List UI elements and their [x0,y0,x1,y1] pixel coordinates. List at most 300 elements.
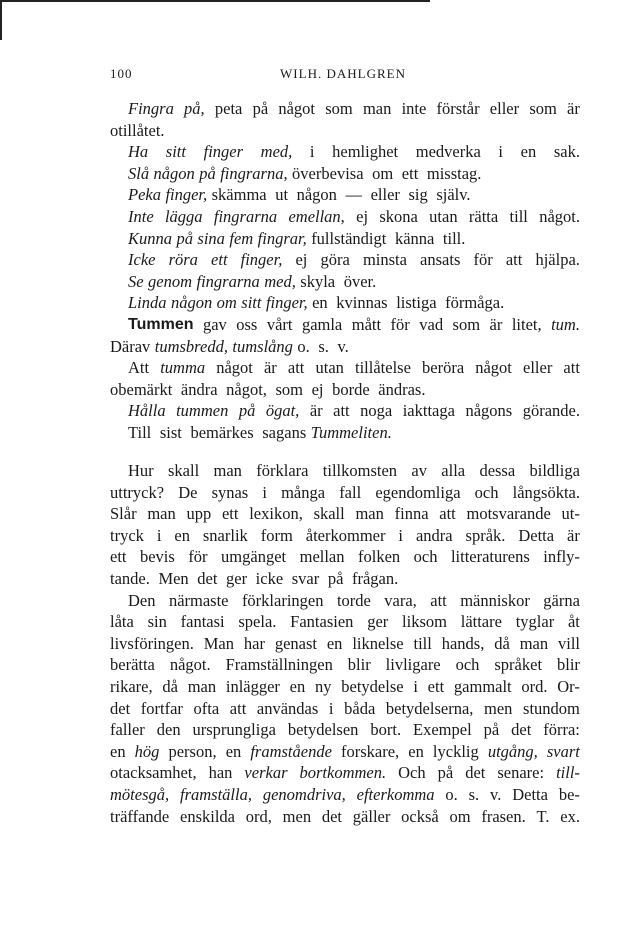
word: något. [169,655,211,675]
word: träffande [110,806,170,826]
italic-term: emellan, [288,206,345,226]
bold-term: Tummen [128,315,194,333]
crop-mark-top [0,0,430,2]
word: att [333,401,350,421]
word: att [439,504,456,524]
word: sig [408,185,428,205]
word: bevis [139,547,175,567]
word: en [408,741,424,761]
word: och [455,655,480,675]
word: Hur [128,461,154,480]
word: tillåtelse [355,358,411,378]
word: litet, [511,314,542,334]
word: icke [255,568,284,588]
italic-term: verkar [244,763,288,783]
word: är [489,314,503,334]
word: vara, [384,590,417,610]
word: på [327,568,344,588]
word: blir [556,655,580,675]
word: ger [226,568,248,588]
word: och [413,547,438,567]
word: ej [295,250,308,270]
word: något. [539,206,580,226]
word: en [520,142,537,162]
text-line [110,206,580,228]
word: Därav [110,336,151,356]
word: för [473,250,493,270]
italic-term: någon [170,293,213,313]
word: användas [256,698,319,718]
italic-term: mötesgå, [110,784,170,804]
italic-term: till- [556,763,580,783]
word: man [355,504,384,524]
word: minsta [362,250,407,270]
word: i [328,698,334,718]
word: forskare, [341,741,400,761]
word: Den [128,590,156,610]
word: man [187,676,217,696]
word: upp [186,504,212,524]
word: ord, [245,806,272,826]
word: hemlighet [332,142,399,162]
word: alla [441,461,466,480]
text-line [110,141,580,163]
text-line [110,120,580,142]
word: rätta [468,206,499,226]
italic-term: sitt [165,142,186,162]
word: långsökta. [512,482,580,502]
word: som [529,99,557,118]
word: Framställningen [225,655,333,675]
word: skona [379,206,418,226]
word: kvinnas [336,293,388,313]
word: eller [370,185,400,205]
word: snarlik [202,525,248,545]
word: ej [311,379,324,399]
italic-term: Hålla [128,401,166,421]
word: sist [159,422,182,442]
word: eller [523,358,553,378]
word: skämma [211,185,267,205]
word: blir [347,655,371,675]
word: som [452,314,481,334]
italic-term: genomdriva, [262,784,346,804]
word: att [430,590,447,610]
word: sak. [553,142,580,162]
italic-term: Se [128,271,144,291]
word: berätta [110,655,155,675]
text-line [110,482,580,504]
word: språk. [465,525,506,545]
italic-term: hög [134,741,160,761]
italic-term: framstående [250,741,332,761]
word: känna [394,228,435,248]
word: många [281,482,326,502]
italic-term: fem [229,228,254,248]
word: språket [494,655,543,675]
word: sagans [262,422,307,442]
word: görande. [522,401,580,421]
word: ändra [180,379,218,399]
italic-term: tumsbredd, [154,336,228,356]
word: ut [275,185,289,205]
word: egendomliga [375,482,461,502]
word: människor [460,590,530,610]
word: livsföringen. [110,633,194,653]
word: otillåtet. [110,120,165,140]
italic-term: tumma [160,358,206,378]
word: man [362,99,392,118]
italic-term: tum. [551,314,580,334]
italic-term: Kunna [128,228,173,248]
word: förklaringen [241,590,324,610]
word: form [260,525,293,545]
text-line [110,741,580,763]
word: betydelse [341,676,404,696]
word: Men [158,568,189,588]
italic-term: bortkommen. [299,763,387,783]
word: ansats [420,250,461,270]
word: vad [419,314,444,334]
word: infly- [543,547,580,567]
word: sin [147,612,167,632]
word: T. [536,806,550,826]
explanation-section [110,460,580,827]
word: i [262,482,267,502]
text-line [110,357,580,379]
word: betydelserna, [385,698,474,718]
word: hands, [441,633,485,653]
word: ger [367,612,389,632]
word: på [437,763,454,783]
word: liknelse [352,633,404,653]
text-line [110,336,580,358]
word: enskilda [180,806,236,826]
word: det [197,568,218,588]
italic-term: med, [260,142,293,162]
word: har [243,633,265,653]
word: Att [128,358,150,378]
word: senare: [497,763,545,783]
word: uttryck? [110,482,165,502]
word: person, [168,741,217,761]
word: otacksamhet, [110,763,197,783]
word: själv. [436,185,471,205]
word: inlägger [225,676,280,696]
italic-term: utgång, [487,741,538,761]
text-line [110,568,580,590]
word: gäller [352,806,391,826]
text-line [110,546,580,568]
italic-term: finger, [165,185,208,205]
word: liksom [402,612,447,632]
text-line [110,654,580,676]
word: rikare, [110,676,153,696]
word: stundom [523,698,580,718]
word: på [252,99,269,118]
word: det [511,720,532,740]
text-line [110,271,580,293]
italic-term: finger [203,142,244,162]
word: Fantasien [290,612,354,632]
word: torde [336,590,371,610]
word: en [225,741,242,761]
italic-term: svart [546,741,580,761]
word: en [326,633,343,653]
word: s. [468,784,480,804]
word: av [411,461,427,480]
word: som [275,379,304,399]
word: Detta [518,525,555,545]
text-line [110,163,580,185]
word: bort. [370,720,402,740]
word: fantasi [180,612,225,632]
word: är [567,525,580,545]
word: bemärkes [190,422,254,442]
word: faller [110,720,145,740]
word: beröra [422,358,465,378]
text-line [110,422,580,444]
word: vårt [266,314,293,334]
word: betydelsen [287,720,359,740]
word: man [213,461,242,480]
word: tillkomsten [322,461,398,480]
italic-term: efterkomma [356,784,435,804]
word: att [563,358,580,378]
word: v. [490,784,502,804]
word: en [289,676,306,696]
word: ett [110,547,127,567]
word: ofta [193,698,220,718]
word: vill [557,633,580,653]
text-line [110,184,580,206]
word: medverka [415,142,481,162]
page-number: 100 [110,66,133,81]
word: synas [211,482,249,502]
italic-term: Slå [128,163,150,183]
text-line [110,379,580,401]
text-line [110,460,580,482]
word: också [401,806,439,826]
word: i [309,142,315,162]
word: gärna [543,590,580,610]
word: — [345,185,363,205]
italic-term: sina [197,228,225,248]
word: lättare [460,612,502,632]
word: andra [415,525,453,545]
italic-term: Icke [128,250,156,270]
word: då [494,633,510,653]
italic-term: Tummeliten. [310,422,392,442]
word: en [174,525,190,545]
text-line [110,314,580,336]
word: livligare [385,655,441,675]
text-line [110,228,580,250]
word: närmaste [168,590,229,610]
italic-term: fingrar, [257,228,307,248]
word: på [483,720,500,740]
word: o. [445,784,458,804]
word: spela. [238,612,277,632]
word: för [188,547,208,567]
word: är [309,401,323,421]
word: något [278,99,316,118]
word: ny [315,676,332,696]
word: överbevisa [292,163,364,183]
word: någons [465,401,513,421]
word: ändras. [378,379,426,399]
word: man [147,504,176,524]
word: då [162,676,178,696]
word: förklara [256,461,309,480]
italic-term: framställa, [179,784,252,804]
word: be- [558,784,580,804]
word: ej [356,206,369,226]
italic-term: på [199,163,216,183]
word: tryck [110,525,144,545]
word: svar [291,568,320,588]
word: iakttaga [402,401,455,421]
italic-term: ögat, [265,401,300,421]
italic-term: Ha [128,142,149,162]
word: något [216,358,253,378]
italic-term: Peka [128,185,161,205]
text-line [110,400,580,422]
word: umgänget [221,547,287,567]
text-line [110,762,580,784]
italic-term: fingrarna [213,206,278,226]
word: hjälpa. [535,250,580,270]
word: låta [110,612,134,632]
word: det [465,763,486,783]
word: gav [202,314,227,334]
italic-term: sitt [241,293,262,313]
word: en [110,741,126,761]
italic-term: på, [184,99,205,118]
word: ut- [561,504,580,524]
word: folken [358,547,401,567]
word: göra [320,250,350,270]
italic-term: fingrarna, [220,163,288,183]
word: det [321,806,343,826]
italic-term: ett [211,250,228,270]
word: listiga [396,293,437,313]
text-line [110,719,580,741]
word: gamla [301,314,343,334]
word: fortfar [140,698,183,718]
text-line [110,503,580,525]
word: gammalt [453,676,512,696]
word: ett [401,163,419,183]
word: mellan [299,547,345,567]
word: ord. [521,676,548,696]
word: Or- [557,676,580,696]
word: åt [567,612,580,632]
word: det [110,698,131,718]
word: fullständigt [311,228,387,248]
word: dessa [479,461,516,480]
word: om [372,163,394,183]
text-line [110,806,580,828]
word: någon [296,185,337,205]
word: utan [429,206,458,226]
word: i [498,142,504,162]
word: De [178,482,198,502]
word: i [156,525,162,545]
word: borde [332,379,370,399]
italic-term: lägga [164,206,203,226]
word: som [325,99,353,118]
italic-term: Fingra [128,99,174,118]
text-line [110,590,580,612]
word: förra: [543,720,580,740]
italic-term: på [176,228,193,248]
italic-term: tumslång [232,336,293,356]
word: i [413,676,418,696]
word: skyla [300,271,336,291]
word: o. [297,336,310,356]
word: inte [401,99,427,118]
italic-term: finger, [265,293,308,313]
word: den [156,720,181,740]
word: Och [398,763,426,783]
word: tande. [110,568,150,588]
word: är [567,99,580,118]
word: utan [315,358,344,378]
word: till [413,633,432,653]
word: bildliga [529,461,580,480]
word: ett [427,676,445,696]
word: ex. [560,806,580,826]
word: genast [274,633,317,653]
word: till [509,206,528,226]
italic-term: tummen [176,401,229,421]
word: finna [394,504,429,524]
word: men [484,698,513,718]
page-header [110,66,576,86]
word: något [475,358,512,378]
word: fall [339,482,362,502]
word: båda [344,698,376,718]
word: frasen. [481,806,526,826]
word: skall [313,504,345,524]
word: Till [128,422,152,442]
text-line [110,784,580,806]
italic-term: genom [148,271,193,291]
italic-term: någon [153,163,195,183]
word: om [449,806,471,826]
word: ursprungliga [192,720,276,740]
word: litteraturens [450,547,530,567]
text-line [110,698,580,720]
word: mått [351,314,382,334]
word: Slår [110,504,137,524]
italic-term: om [216,293,237,313]
word: i [398,525,404,545]
text-line [110,98,580,120]
word: Exempel [413,720,472,740]
word: misstag. [426,163,482,183]
text-line [110,633,580,655]
italic-term: Linda [128,293,167,313]
word: tyglar [515,612,555,632]
word: och [474,482,499,502]
text-line [110,292,580,314]
word: han [208,763,233,783]
italic-term: på [238,401,256,421]
word: en [312,293,328,313]
word: att [229,698,247,718]
